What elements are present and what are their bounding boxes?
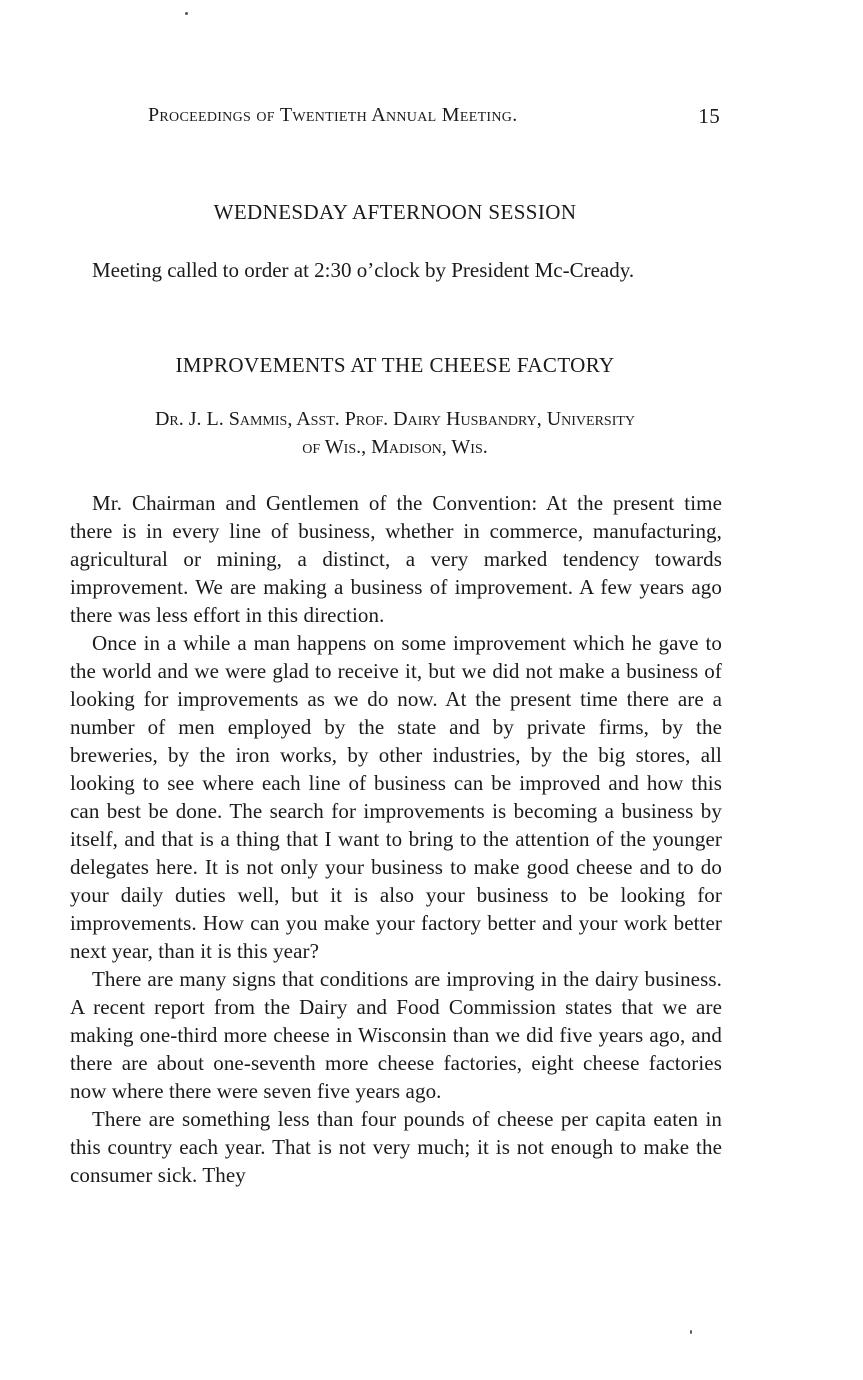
body-paragraph: There are something less than four pounds of cheese per capita eaten in this country each year. That is not very much; it is not enough to make the consumer sick. They — [70, 1107, 722, 1187]
running-head-title: Proceedings of Twentieth Annual Meeting. — [148, 104, 518, 126]
byline-line-2: of Wis., Madison, Wis. — [302, 436, 488, 458]
page-number: 15 — [698, 104, 720, 128]
article-byline — [70, 405, 720, 461]
meeting-intro: Meeting called to order at 2:30 o’clock by President Mc-Cready. — [92, 258, 635, 282]
body-paragraph: Once in a while a man happens on some improvement which he gave to the world and we were glad to receive it, but we did not make a business of looking for improvements as we do now. At the present time there are a number of men employed by the state and by private firms, by the breweries, by the iron works, by other industries, by the big stores, all looking to see where each line of business can be improved and how this can best be done. The search for improvements is becoming a business by itself, and that is a thing that I want to bring to the attention of the younger delegates here. It is not only your business to make good cheese and to do your daily duties well, but it is also your business to be looking for improvements. How can you make your factory better and your work better next year, than it is this year? — [70, 631, 722, 963]
article-title: IMPROVEMENTS AT THE CHEESE FACTORY — [175, 353, 615, 377]
body-paragraph: There are many signs that conditions are improving in the dairy business. A recent report from the Dairy and Food Commission states that we are making one-third more cheese in Wisconsin than we did five years ago, and there are about one-seventh more cheese factories, eight cheese factories now where there were seven five years ago. — [70, 967, 722, 1103]
body-paragraph: Mr. Chairman and Gentlemen of the Convention: At the present time there is in every line of business, whether in commerce, manufacturing, agricultural or mining, a distinct, a very marked tendency towards improvement. We are making a business of improvement. A few years ago there was less effort in this direction. — [70, 491, 722, 627]
byline-line-1: Dr. J. L. Sammis, Asst. Prof. Dairy Husbandry, University — [154, 408, 636, 430]
print-speck — [690, 1330, 692, 1334]
print-speck — [185, 12, 188, 15]
running-head — [148, 104, 720, 132]
article-body — [70, 489, 722, 1189]
session-heading: WEDNESDAY AFTERNOON SESSION — [213, 200, 577, 224]
